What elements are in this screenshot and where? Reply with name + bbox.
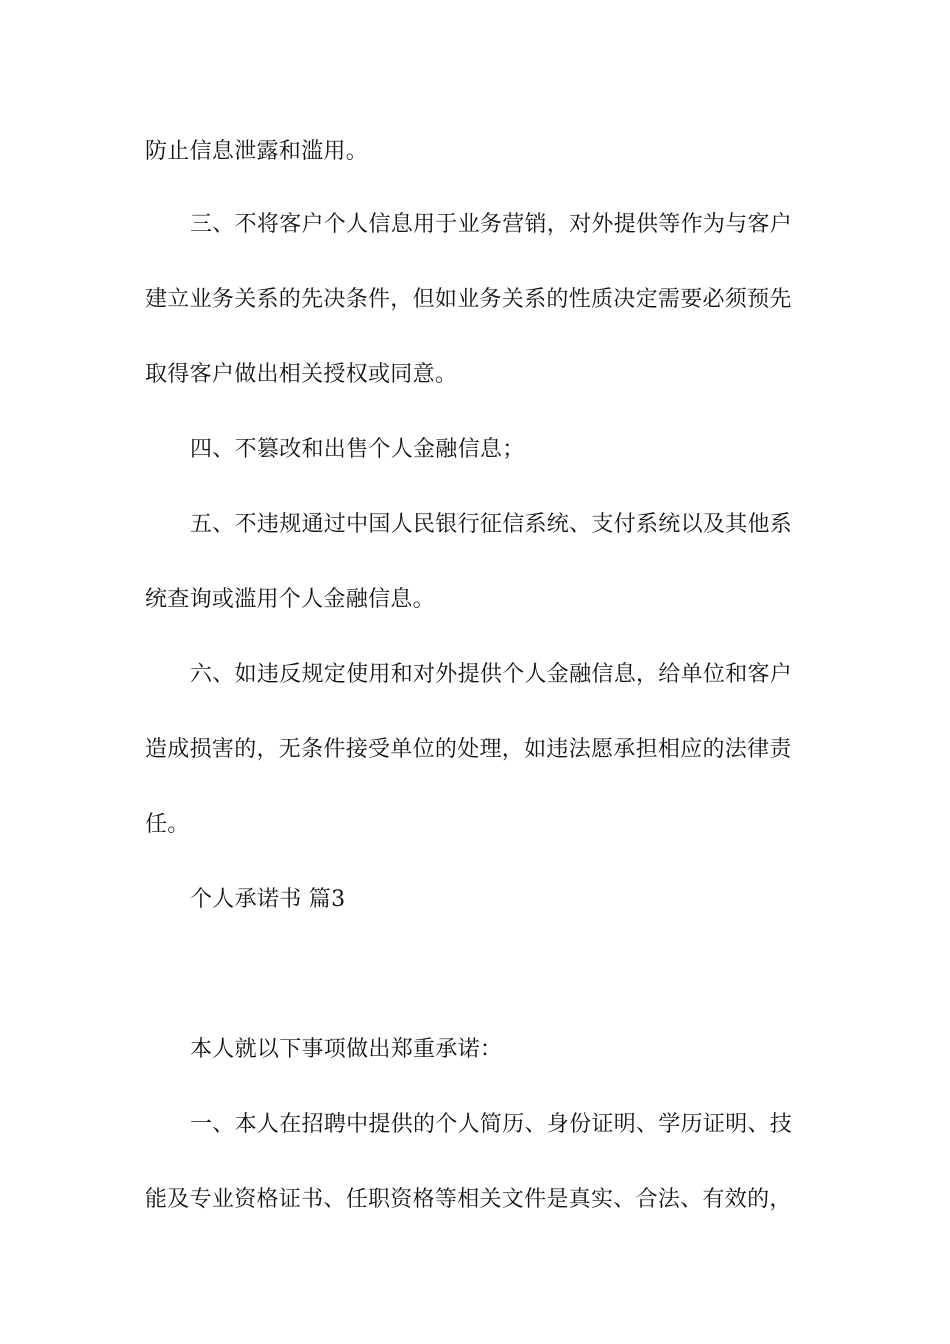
text-line: 三、不将客户个人信息用于业务营销，对外提供等作为与客户 (190, 212, 793, 237)
text-line: 取得客户做出相关授权或同意。 (145, 362, 458, 387)
text-line: 四、不篡改和出售个人金融信息； (190, 437, 525, 462)
text-line: 造成损害的，无条件接受单位的处理，如违法愿承担相应的法律责 (145, 737, 792, 762)
text-line: 建立业务关系的先决条件，但如业务关系的性质决定需要必须预先 (145, 287, 792, 312)
text-line: 本人就以下事项做出郑重承诺： (190, 1037, 503, 1062)
text-line: 任。 (145, 812, 190, 837)
text-line: 一、本人在招聘中提供的个人简历、身份证明、学历证明、技 (190, 1112, 793, 1137)
text-line: 统查询或滥用个人金融信息。 (145, 587, 435, 612)
text-line: 防止信息泄露和滥用。 (145, 139, 369, 164)
text-line: 五、不违规通过中国人民银行征信系统、支付系统以及其他系 (190, 512, 793, 537)
section-heading: 个人承诺书 篇3 (190, 887, 346, 912)
text-line: 六、如违反规定使用和对外提供个人金融信息，给单位和客户 (190, 662, 793, 687)
text-line: 能及专业资格证书、任职资格等相关文件是真实、合法、有效的， (145, 1187, 792, 1212)
